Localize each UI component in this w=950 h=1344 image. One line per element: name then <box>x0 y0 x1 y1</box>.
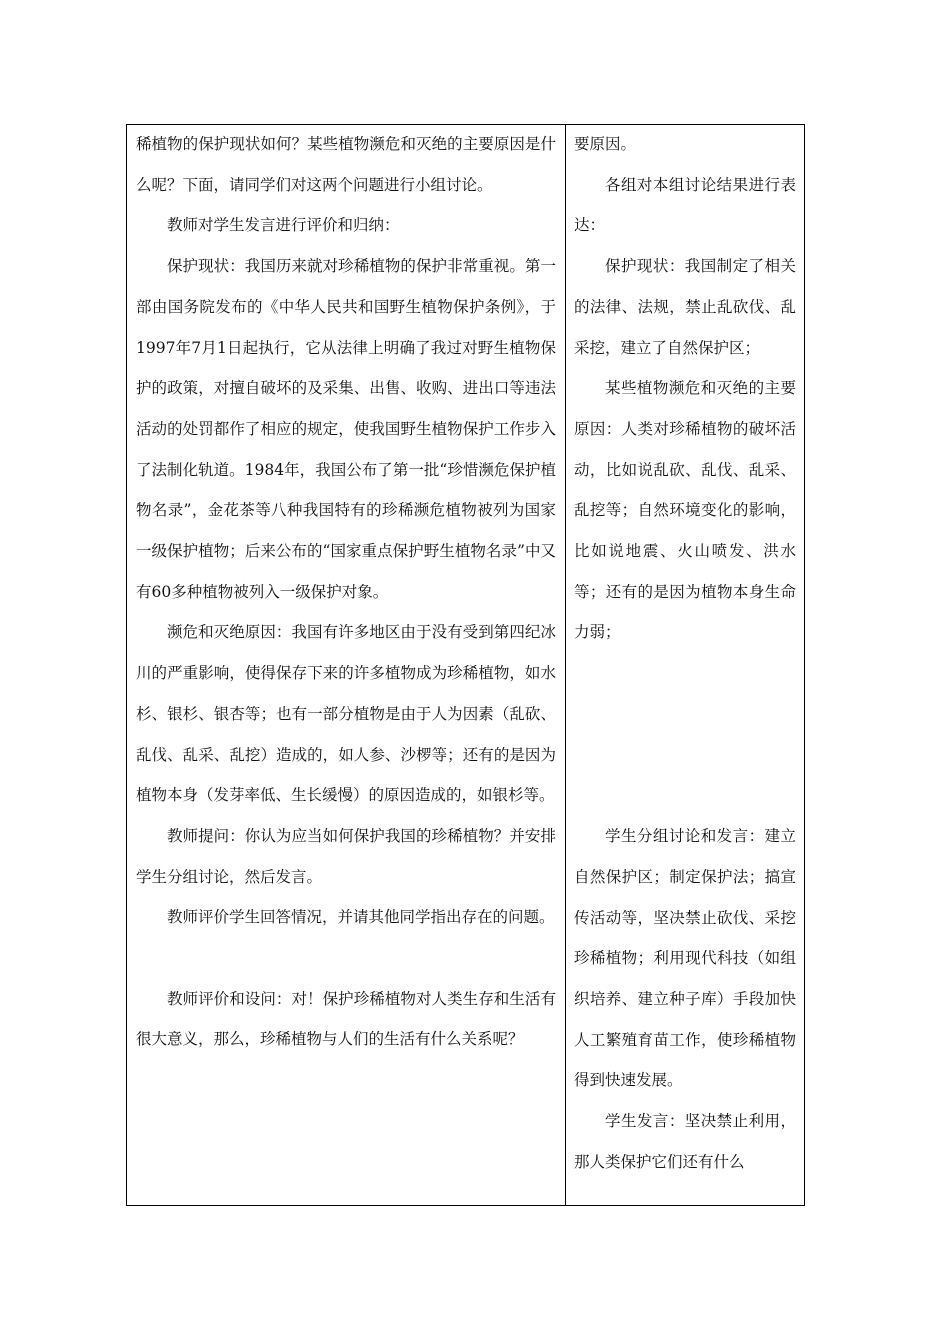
student-activity-column <box>574 124 796 1182</box>
right-paragraph-1: 要原因。 <box>574 135 637 153</box>
left-paragraph-5: 教师提问：你认为应当如何保护我国的珍稀植物？并安排学生分组讨论，然后发言。 <box>136 826 556 886</box>
left-paragraph-6: 教师评价学生回答情况，并请其他同学指出存在的问题。 <box>167 908 555 927</box>
right-paragraph-4: 某些植物濒危和灭绝的主要原因：人类对珍稀植物的破坏活动，比如说乱砍、乱伐、乱采、乱挖等；自然环境变化的影响，比如说地震、火山喷发、洪水等；还有的是因为植物本身生命力弱； <box>574 379 796 642</box>
right-paragraph-3: 保护现状：我国制定了相关的法律、法规，禁止乱砍伐、乱采挖，建立了自然保护区； <box>574 257 796 357</box>
left-paragraph-2: 教师对学生发言进行评价和归纳： <box>167 216 400 235</box>
left-paragraph-3: 保护现状：我国历来就对珍稀植物的保护非常重视。第一部由国务院发布的《中华人民共和国野生植物保护条例》，于1997年7月1日起执行，它从法律上明确了我过对野生植物保护的政策，对擅自破坏的及采集、出售、收购、进出口等违法活动的处罚都作了相应的规定，使我国野生植物保护工作步入了法制化轨道。1984年，我国公布了第一批“珍惜濒危保护植物名录”，金花茶等八种我国特有的珍稀濒危植物被列为国家一级保护植物；后来公布的“国家重点保护野生植物名录”中又有60多种植物被列入一级保护对象。 <box>136 257 556 601</box>
left-paragraph-7: 教师评价和设问：对！保护珍稀植物对人类生存和生活有很大意义，那么，珍稀植物与人们的生活有什么关系呢？ <box>136 989 556 1049</box>
right-spacer <box>574 653 796 816</box>
right-paragraph-6: 学生发言：坚决禁止利用，那人类保护它们还有什么 <box>574 1112 796 1171</box>
teacher-activity-column <box>136 124 556 1060</box>
left-spacer <box>136 938 556 979</box>
left-paragraph-4: 濒危和灭绝原因：我国有许多地区由于没有受到第四纪冰川的严重影响，使得保存下来的许多植物成为珍稀植物，如水杉、银杉、银杏等；也有一部分植物是由于人为因素（乱砍、乱伐、乱采、乱挖）造成的，如人参、沙椤等；还有的是因为植物本身（发芽率低、生长缓慢）的原因造成的，如银杉等。 <box>136 623 556 805</box>
column-divider <box>565 124 566 1206</box>
left-paragraph-1: 稀植物的保护现状如何？某些植物濒危和灭绝的主要原因是什么呢？下面，请同学们对这两个问题进行小组讨论。 <box>136 135 556 194</box>
right-paragraph-5: 学生分组讨论和发言：建立自然保护区；制定保护法；搞宣传活动等，坚决禁止砍伐、采挖珍稀植物；利用现代科技（如组织培养、建立种子库）手段加快人工繁殖育苗工作，使珍稀植物得到快速发展。 <box>574 827 796 1090</box>
right-paragraph-2: 各组对本组讨论结果进行表达： <box>574 175 796 235</box>
